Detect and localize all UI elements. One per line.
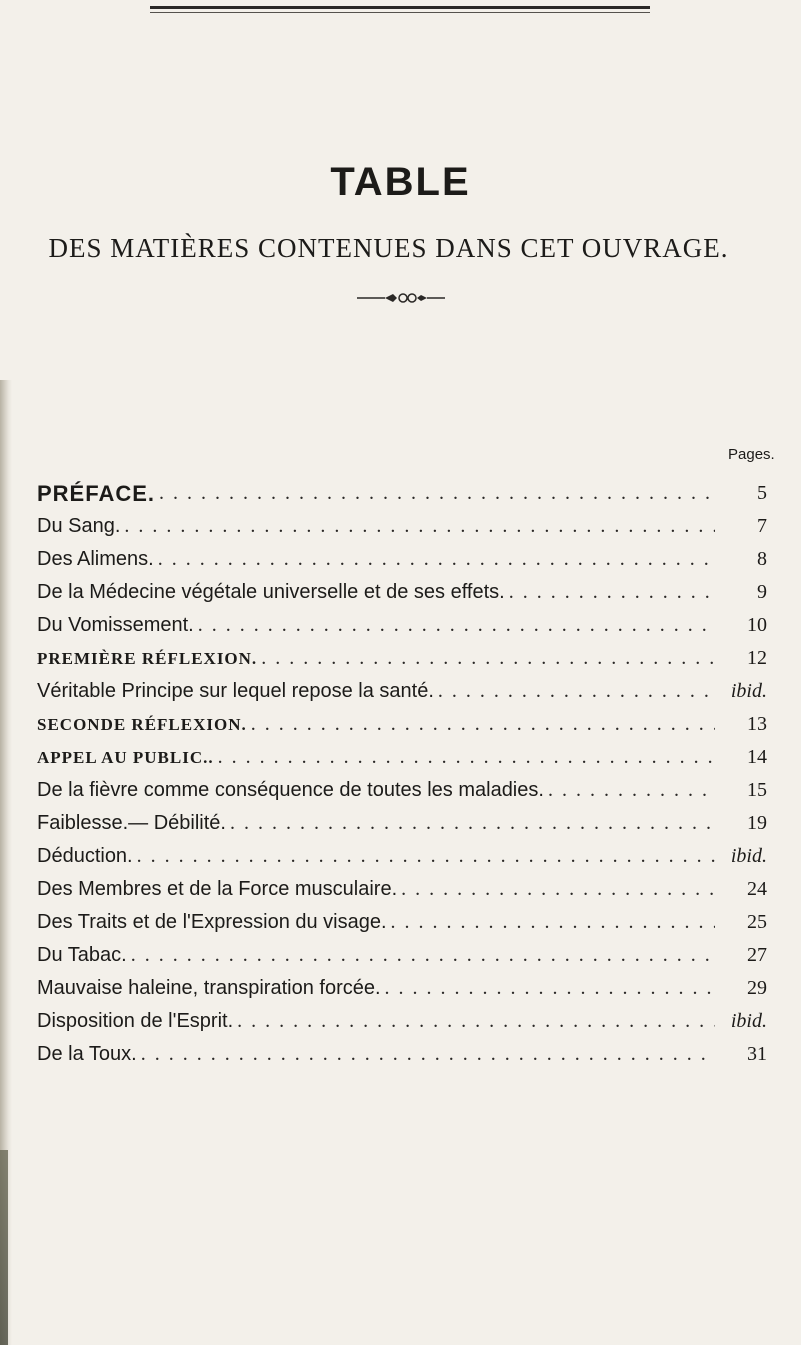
toc-entry <box>37 675 767 708</box>
toc-entry <box>37 477 767 510</box>
toc-entry <box>37 708 767 741</box>
toc-entry-label: Déduction. <box>37 845 133 867</box>
toc-entry-page: 13 <box>747 713 767 735</box>
dot-leader <box>137 845 715 868</box>
toc-entry-page: 14 <box>747 746 767 768</box>
binding-edge <box>0 1150 8 1345</box>
toc-entry <box>37 774 767 807</box>
dot-leader <box>401 878 715 901</box>
toc-entry <box>37 906 767 939</box>
toc-entry-page: 29 <box>747 977 767 999</box>
toc-entry <box>37 642 767 675</box>
toc-entry <box>37 1005 767 1038</box>
toc-entry-label: Des Membres et de la Force musculaire. <box>37 878 398 900</box>
toc-entry <box>37 1038 767 1071</box>
dot-leader <box>124 515 715 538</box>
toc-entry-page: ibid. <box>730 845 767 867</box>
dot-leader <box>251 713 715 736</box>
toc-entry <box>37 543 767 576</box>
dot-leader <box>509 581 715 604</box>
toc-entry <box>37 609 767 642</box>
dot-leader <box>261 647 715 670</box>
toc-entry-page: 24 <box>747 878 767 900</box>
top-rule <box>150 6 650 9</box>
toc-entry-page: 25 <box>747 911 767 933</box>
dot-leader <box>158 548 715 571</box>
dot-leader <box>391 911 715 934</box>
dot-leader <box>548 779 715 802</box>
toc-entry-label: Du Sang. <box>37 515 121 537</box>
page-subtitle: DES MATIÈRES CONTENUES DANS CET OUVRAGE. <box>48 233 729 263</box>
top-rule-thin <box>150 12 650 13</box>
toc-entry-label: Disposition de l'Esprit. <box>37 1010 234 1032</box>
toc-entry-page: 9 <box>757 581 767 603</box>
dot-leader <box>438 680 715 703</box>
dot-leader <box>131 944 715 967</box>
toc-entry-page: 27 <box>747 944 767 966</box>
toc-entry-page: 15 <box>747 779 767 801</box>
dot-leader <box>218 746 715 769</box>
pages-column-label: Pages. <box>728 446 775 463</box>
toc-entry-label: Des Traits et de l'Expression du visage. <box>37 911 387 933</box>
dot-leader <box>230 812 715 835</box>
toc-entry-label: De la fièvre comme conséquence de toutes les maladies. <box>37 779 544 801</box>
toc-entry-label: Véritable Principe sur lequel repose la santé. <box>37 680 434 702</box>
toc-entry-page: 8 <box>757 548 767 570</box>
dot-leader <box>237 1010 715 1033</box>
toc-entry-label: Faiblesse.— Débilité. <box>37 812 226 834</box>
dot-leader <box>159 482 715 505</box>
toc-entry-page: 7 <box>757 515 767 537</box>
toc-entry-label: PREMIÈRE RÉFLEXION. <box>37 648 258 668</box>
toc-entry-label: Du Tabac. <box>37 944 127 966</box>
toc-entry <box>37 807 767 840</box>
toc-entry-label: De la Médecine végétale universelle et de ses effets. <box>37 581 505 603</box>
toc-entry <box>37 972 767 1005</box>
toc-entry-page: 31 <box>747 1043 767 1065</box>
toc-entry-label: De la Toux. <box>37 1043 137 1065</box>
ornament-icon <box>351 290 451 306</box>
toc-entry-page: 5 <box>757 482 767 504</box>
toc-entry-page: ibid. <box>730 1010 767 1032</box>
page-title: TABLE <box>330 160 471 204</box>
dot-leader <box>198 614 715 637</box>
toc-entry-label: PRÉFACE. <box>37 480 156 506</box>
toc-entry-page: 12 <box>747 647 767 669</box>
toc-entry-label: Du Vomissement. <box>37 614 194 636</box>
dot-leader <box>385 977 715 1000</box>
toc-entry-page: 10 <box>747 614 767 636</box>
table-of-contents <box>37 477 767 1071</box>
toc-entry-label: APPEL AU PUBLIC.. <box>37 747 214 767</box>
toc-entry-label: Mauvaise haleine, transpiration forcée. <box>37 977 381 999</box>
toc-entry-label: Des Alimens. <box>37 548 154 570</box>
toc-entry-label: SECONDE RÉFLEXION. <box>37 714 247 734</box>
toc-entry <box>37 741 767 774</box>
toc-entry <box>37 939 767 972</box>
toc-entry-page: ibid. <box>730 680 767 702</box>
toc-entry <box>37 873 767 906</box>
toc-entry <box>37 576 767 609</box>
toc-entry <box>37 840 767 873</box>
toc-entry <box>37 510 767 543</box>
dot-leader <box>141 1043 715 1066</box>
toc-entry-page: 19 <box>747 812 767 834</box>
